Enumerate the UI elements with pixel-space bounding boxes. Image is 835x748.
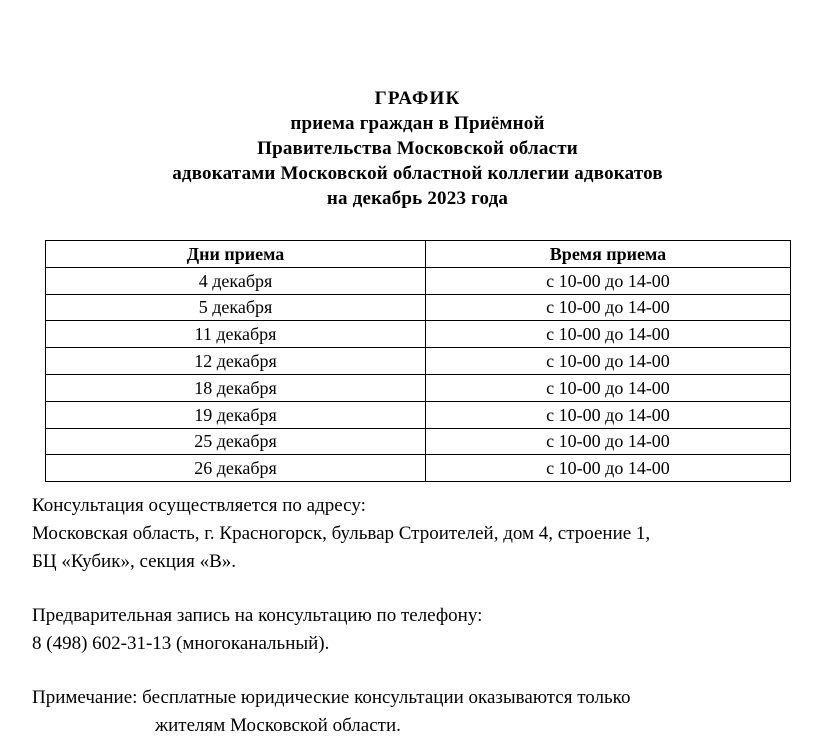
schedule-table [45,240,791,482]
table-row [46,321,791,348]
note-paragraph [32,684,812,740]
heading-subtitle-line-3: адвокатами Московской областной коллегии адвокатов [172,163,663,184]
table-header [46,241,791,268]
cell-day: 18 декабря [46,374,426,401]
phone-paragraph [32,602,812,658]
cell-day: 4 декабря [46,267,426,294]
table-body [46,267,791,481]
address-intro-line: Консультация осуществляется по адресу: [32,495,366,516]
cell-day: 25 декабря [46,428,426,455]
document-heading [0,86,835,211]
cell-day: 11 декабря [46,321,426,348]
cell-day: 5 декабря [46,294,426,321]
cell-time: с 10-00 до 14-00 [426,348,791,375]
address-paragraph [32,492,812,576]
table-row [46,348,791,375]
cell-time: с 10-00 до 14-00 [426,294,791,321]
cell-time: с 10-00 до 14-00 [426,374,791,401]
address-line: Московская область, г. Красногорск, бульвар Строителей, дом 4, строение 1, [32,523,651,544]
heading-subtitle-line-4: на декабрь 2023 года [326,188,509,209]
heading-subtitle-line-1: приема граждан в Приёмной [290,113,545,134]
table-header-row [46,241,791,268]
table-row [46,374,791,401]
table-row [46,428,791,455]
column-header-days: Дни приема [46,241,426,268]
table-row [46,267,791,294]
address-line-continued: БЦ «Кубик», секция «В». [32,551,237,572]
cell-time: с 10-00 до 14-00 [426,428,791,455]
cell-day: 26 декабря [46,455,426,482]
column-header-times: Время приема [426,241,791,268]
phone-intro-line: Предварительная запись на консультацию по телефону: [32,605,483,626]
note-line-1: Примечание: бесплатные юридические консультации оказываются только [32,687,631,708]
document-body [32,492,812,740]
table-row [46,401,791,428]
table-row [46,455,791,482]
cell-time: с 10-00 до 14-00 [426,401,791,428]
cell-time: с 10-00 до 14-00 [426,455,791,482]
cell-time: с 10-00 до 14-00 [426,267,791,294]
cell-time: с 10-00 до 14-00 [426,321,791,348]
cell-day: 19 декабря [46,401,426,428]
note-line-2: жителям Московской области. [155,715,401,736]
phone-number-line: 8 (498) 602-31-13 (многоканальный). [32,633,330,654]
page-title: ГРАФИК [374,88,461,109]
table-row [46,294,791,321]
cell-day: 12 декабря [46,348,426,375]
heading-subtitle-line-2: Правительства Московской области [257,138,578,159]
